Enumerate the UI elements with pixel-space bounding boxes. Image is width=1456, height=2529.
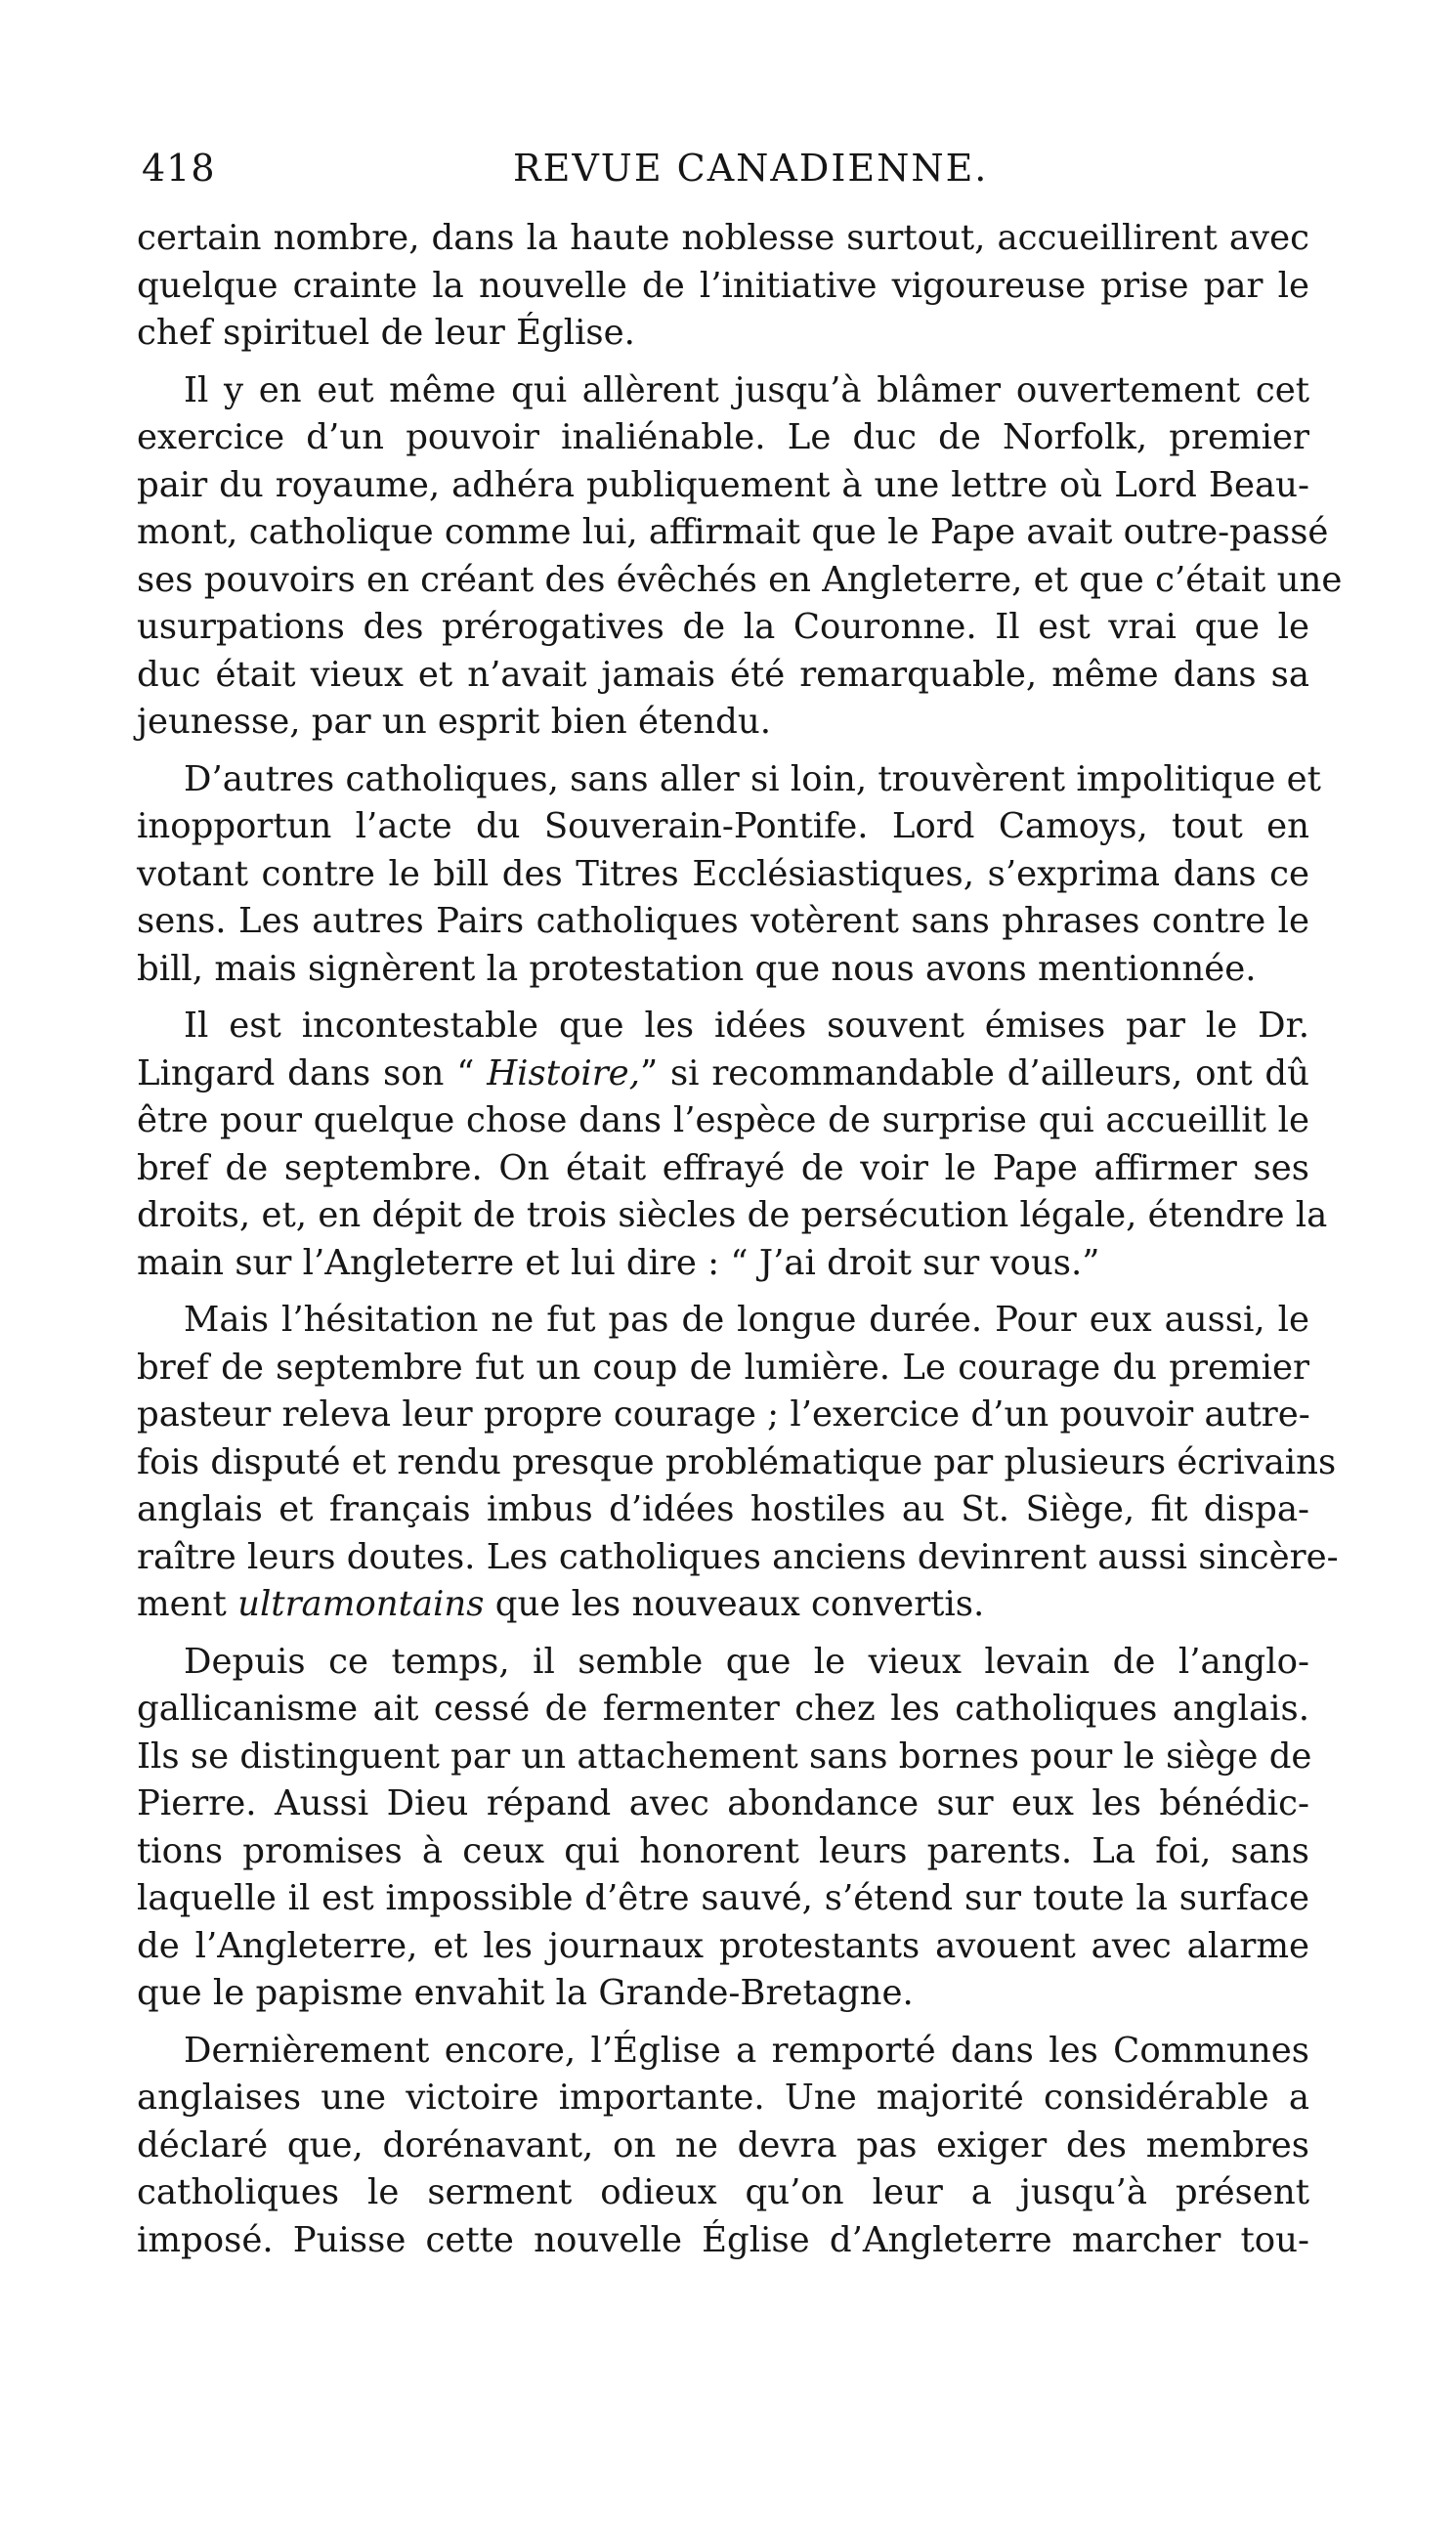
body-text — [137, 215, 1343, 2274]
text-line: de l’Angleterre, et les journaux protestants avouent avec alarme — [137, 1925, 1309, 1966]
text-line: pasteur releva leur propre courage ; l’exercice d’un pouvoir autre- — [137, 1394, 1310, 1435]
text-line: votant contre le bill des Titres Ecclésiastiques, s’exprima dans ce — [137, 853, 1309, 894]
text-line: sens. Les autres Pairs catholiques votèrent sans phrases contre le — [137, 901, 1309, 941]
paragraph — [137, 1639, 1312, 2018]
text-line: Lingard dans son “ Histoire,” si recommandable d’ailleurs, ont dû — [137, 1052, 1309, 1093]
paragraph — [137, 1297, 1339, 1629]
paragraph — [137, 2028, 1309, 2265]
text-line: Il y en eut même qui allèrent jusqu’à blâmer ouvertement cet — [184, 369, 1309, 410]
italic-word: ultramontains — [237, 1584, 485, 1624]
text-line: inopportun l’acte du Souverain-Pontife. Lord Camoys, tout en — [137, 806, 1309, 846]
text-line: Ils se distinguent par un attachement sans bornes pour le siège de — [137, 1736, 1312, 1777]
text-line: chef spirituel de leur Église. — [137, 313, 635, 353]
text-line: bill, mais signèrent la protestation que nous avons mentionnée. — [137, 948, 1257, 989]
text-line: laquelle il est impossible d’être sauvé, s’étend sur toute la surface — [137, 1878, 1309, 1918]
text-line: certain nombre, dans la haute noblesse surtout, accueillirent avec — [137, 218, 1309, 258]
text-line: mont, catholique comme lui, affirmait que le Pape avait outre-passé — [137, 512, 1329, 552]
text-line: exercice d’un pouvoir inaliénable. Le duc de Norfolk, premier — [137, 417, 1309, 457]
italic-word: Histoire, — [487, 1052, 640, 1093]
text-line: Mais l’hésitation ne fut pas de longue durée. Pour eux aussi, le — [184, 1300, 1309, 1340]
running-title: REVUE CANADIENNE. — [513, 147, 989, 190]
page-number: 418 — [142, 147, 216, 190]
text-line: Pierre. Aussi Dieu répand avec abondance sur eux les bénédic- — [137, 1783, 1309, 1823]
text-line: anglais et français imbus d’idées hostiles au St. Siège, fit dispa- — [137, 1489, 1309, 1529]
text-line: ses pouvoirs en créant des évêchés en Angleterre, et que c’était une — [137, 559, 1343, 600]
page-header — [142, 147, 1314, 205]
text-line: gallicanisme ait cessé de fermenter chez les catholiques anglais. — [137, 1689, 1309, 1729]
text-line: Depuis ce temps, il semble que le vieux levain de l’anglo- — [184, 1641, 1309, 1682]
text-line: usurpations des prérogatives de la Couronne. Il est vrai que le — [137, 607, 1309, 647]
text-line: anglaises une victoire importante. Une majorité considérable a — [137, 2078, 1309, 2118]
text-line: duc était vieux et n’avait jamais été remarquable, même dans sa — [137, 654, 1309, 695]
text-line: pair du royaume, adhéra publiquement à une lettre où Lord Beau- — [137, 464, 1309, 505]
paragraph — [137, 215, 1309, 358]
text-line: Dernièrement encore, l’Église a remporté dans les Communes — [184, 2030, 1309, 2071]
text-line: être pour quelque chose dans l’espèce de surprise qui accueillit le — [137, 1100, 1309, 1140]
text-line: Il est incontestable que les idées souvent émises par le Dr. — [184, 1006, 1309, 1046]
text-line: quelque crainte la nouvelle de l’initiative vigoureuse prise par le — [137, 265, 1309, 306]
text-line: imposé. Puisse cette nouvelle Église d’Angleterre marcher tou- — [137, 2219, 1309, 2260]
text-line: droits, et, en dépit de trois siècles de persécution légale, étendre la — [137, 1195, 1328, 1235]
text-line: catholiques le serment odieux qu’on leur a jusqu’à présent — [137, 2172, 1309, 2212]
text-line: tions promises à ceux qui honorent leurs parents. La foi, sans — [137, 1830, 1309, 1871]
text-line: D’autres catholiques, sans aller si loin, trouvèrent impolitique et — [184, 758, 1321, 799]
text-line: que le papisme envahit la Grande-Bretagne. — [137, 1973, 914, 2013]
text-line: ment ultramontains que les nouveaux convertis. — [137, 1584, 985, 1624]
text-line: bref de septembre. On était effrayé de voir le Pape affirmer ses — [137, 1147, 1309, 1188]
paragraph — [137, 1003, 1328, 1287]
text-line: main sur l’Angleterre et lui dire : “ J’ai droit sur vous.” — [137, 1242, 1100, 1283]
text-line: jeunesse, par un esprit bien étendu. — [137, 702, 772, 742]
text-line: raître leurs doutes. Les catholiques anciens devinrent aussi sincère- — [137, 1536, 1339, 1577]
text-line: déclaré que, dorénavant, on ne devra pas exiger des membres — [137, 2124, 1309, 2165]
paragraph — [137, 367, 1343, 747]
text-line: fois disputé et rendu presque problématique par plusieurs écrivains — [137, 1441, 1337, 1482]
paragraph — [137, 756, 1321, 994]
text-line: bref de septembre fut un coup de lumière. Le courage du premier — [137, 1347, 1309, 1388]
